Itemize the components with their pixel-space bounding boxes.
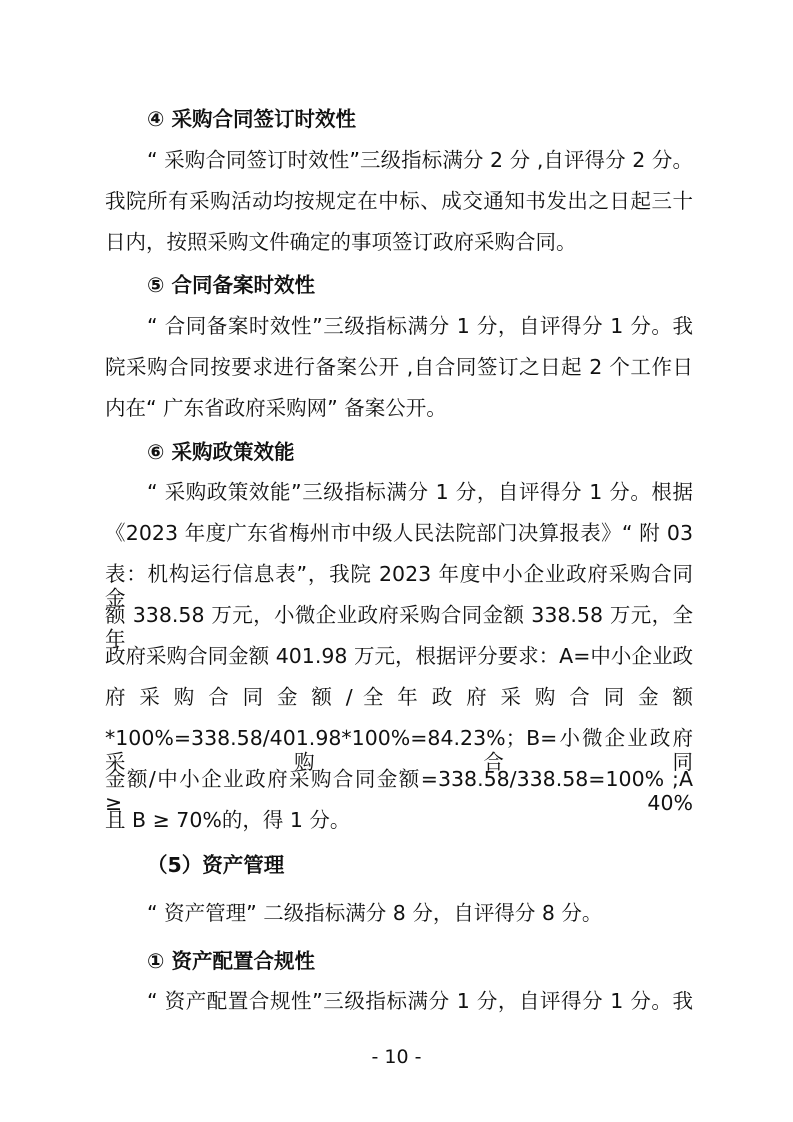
- paragraph-line: 《2023 年度广东省梅州市中级人民法院部门决算报表》“ 附 03: [105, 521, 693, 545]
- paragraph-line: “ 采购政策效能”三级指标满分 1 分，自评得分 1 分。根据: [147, 480, 693, 504]
- section-heading: ⑤ 合同备案时效性: [147, 273, 315, 297]
- paragraph-line: 金额/中小企业政府采购合同金额=338.58/338.58=100% ;A ≥ 40%: [105, 767, 693, 815]
- paragraph-line: *100%=338.58/401.98*100%=84.23%；B=小微企业政府采购合同: [105, 726, 693, 774]
- paragraph-line: 内在“ 广东省政府采购网” 备案公开。: [105, 396, 447, 420]
- paragraph-line: 府 采 购 合 同 金 额 / 全 年 政 府 采 购 合 同 金 额: [105, 685, 693, 709]
- section-heading: ⑥ 采购政策效能: [147, 440, 295, 464]
- section-heading: （5）资产管理: [147, 853, 285, 877]
- paragraph-line: 我院所有采购活动均按规定在中标、成交通知书发出之日起三十: [105, 189, 693, 213]
- paragraph-line: “ 资产管理” 二级指标满分 8 分，自评得分 8 分。: [147, 901, 603, 925]
- page-number: - 10 -: [371, 1046, 422, 1068]
- section-heading: ④ 采购合同签订时效性: [147, 107, 356, 131]
- paragraph-line: “ 合同备案时效性”三级指标满分 1 分，自评得分 1 分。我: [147, 314, 693, 338]
- paragraph-line: 额 338.58 万元，小微企业政府采购合同金额 338.58 万元，全年: [105, 603, 693, 651]
- paragraph-line: “ 采购合同签订时效性”三级指标满分 2 分 ,自评得分 2 分。: [147, 148, 693, 172]
- paragraph-line: 政府采购合同金额 401.98 万元，根据评分要求：A=中小企业政: [105, 644, 693, 668]
- paragraph-line: 表：机构运行信息表”，我院 2023 年度中小企业政府采购合同金: [105, 562, 693, 610]
- paragraph-line: “ 资产配置合规性”三级指标满分 1 分，自评得分 1 分。我: [147, 989, 693, 1013]
- paragraph-line: 且 B ≥ 70%的，得 1 分。: [105, 808, 351, 832]
- paragraph-line: 日内，按照采购文件确定的事项签订政府采购合同。: [105, 230, 577, 254]
- paragraph-line: 院采购合同按要求进行备案公开 ,自合同签订之日起 2 个工作日: [105, 355, 693, 379]
- section-heading: ① 资产配置合规性: [147, 949, 315, 973]
